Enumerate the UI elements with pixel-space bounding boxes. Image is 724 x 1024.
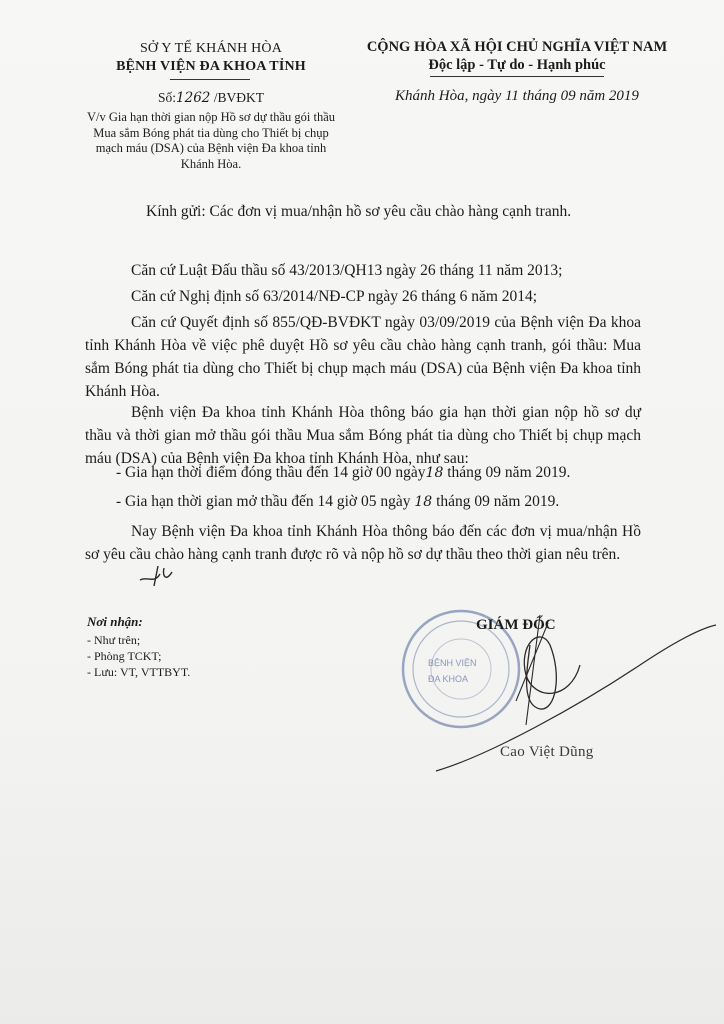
item1-text: - Gia hạn thời điểm đóng thầu đến 14 giờ 00 ngày <box>116 464 426 481</box>
stamp-text: ĐA KHOA <box>428 674 469 684</box>
extension-item-2 <box>116 493 559 511</box>
legal-basis-1: Căn cứ Luật Đấu thầu số 43/2013/QH13 ngày 26 tháng 11 năm 2013; <box>131 262 563 279</box>
announcement-paragraph: Bệnh viện Đa khoa tỉnh Khánh Hòa thông báo gia hạn thời gian nộp hồ sơ dự thầu và thời gian mở thầu gói thầu Mua sắm Bóng phát tia dùng cho Thiết bị chụp mạch máu (DSA) của Bệnh viện Đa khoa tỉnh Khánh Hòa, như sau: <box>85 404 641 467</box>
document-subject: V/v Gia hạn thời gian nộp Hồ sơ dự thầu gói thầu Mua sắm Bóng phát tia dùng cho Thiết bị chụp mạch máu (DSA) của Bệnh viện Đa khoa tỉnh Khánh Hòa. <box>86 110 336 171</box>
signer-title: GIÁM ĐỐC <box>476 617 556 633</box>
country-name: CỘNG HÒA XÃ HỘI CHỦ NGHĨA VIỆT NAM <box>366 39 668 55</box>
national-header <box>352 38 682 74</box>
closing-paragraph: Nay Bệnh viện Đa khoa tỉnh Khánh Hòa thông báo đến các đơn vị mua/nhận Hồ sơ yêu cầu chào hàng cạnh tranh được rõ và nộp hồ sơ dự thầu theo thời gian nêu trên. <box>85 523 641 563</box>
national-motto: Độc lập - Tự do - Hạnh phúc <box>428 57 606 73</box>
extension-item-1 <box>116 464 570 482</box>
item1-handwritten-day: 18 <box>425 465 444 481</box>
handwritten-initial-mark <box>138 562 178 588</box>
item2-text: - Gia hạn thời gian mở thầu đến 14 giờ 05 ngày <box>116 493 415 510</box>
document-number <box>86 90 336 106</box>
recipient-item: - Lưu: VT, VTTBYT. <box>87 665 191 679</box>
stamp-text: BỆNH VIỆN <box>428 658 477 668</box>
recipient-item: - Như trên; <box>87 633 141 647</box>
header-underline-right <box>430 76 604 77</box>
recipient-line: Kính gửi: Các đơn vị mua/nhận hồ sơ yêu cầu chào hàng cạnh tranh. <box>146 203 572 220</box>
item2-text-end: tháng 09 năm 2019. <box>432 493 560 510</box>
hospital-name: BỆNH VIỆN ĐA KHOA TỈNH <box>116 59 306 74</box>
issuer-header <box>86 40 336 76</box>
item2-handwritten-day: 18 <box>414 494 433 510</box>
header-underline-left <box>170 79 250 80</box>
item1-text-end: tháng 09 năm 2019. <box>443 464 571 481</box>
doc-number-handwritten: 1262 <box>176 90 211 106</box>
signer-name: Cao Việt Dũng <box>500 744 594 760</box>
department-name: SỞ Y TẾ KHÁNH HÒA <box>139 41 283 56</box>
doc-number-prefix: Số: <box>158 90 177 105</box>
doc-number-suffix: /BVĐKT <box>210 90 264 105</box>
legal-basis-3: Căn cứ Quyết định số 855/QĐ-BVĐKT ngày 03/09/2019 của Bệnh viện Đa khoa tỉnh Khánh Hòa về việc phê duyệt Hồ sơ yêu cầu chào hàng cạnh tranh, gói thầu: Mua sắm Bóng phát tia dùng cho Thiết bị chụp mạch máu (DSA) của Bệnh viện Đa khoa tỉnh Khánh Hòa. <box>85 314 641 400</box>
recipient-item: - Phòng TCKT; <box>87 649 162 663</box>
document-date: Khánh Hòa, ngày 11 tháng 09 năm 2019 <box>395 88 639 104</box>
legal-basis-2: Căn cứ Nghị định số 63/2014/NĐ-CP ngày 26 tháng 6 năm 2014; <box>131 288 538 305</box>
recipients-heading: Nơi nhận: <box>87 614 143 629</box>
